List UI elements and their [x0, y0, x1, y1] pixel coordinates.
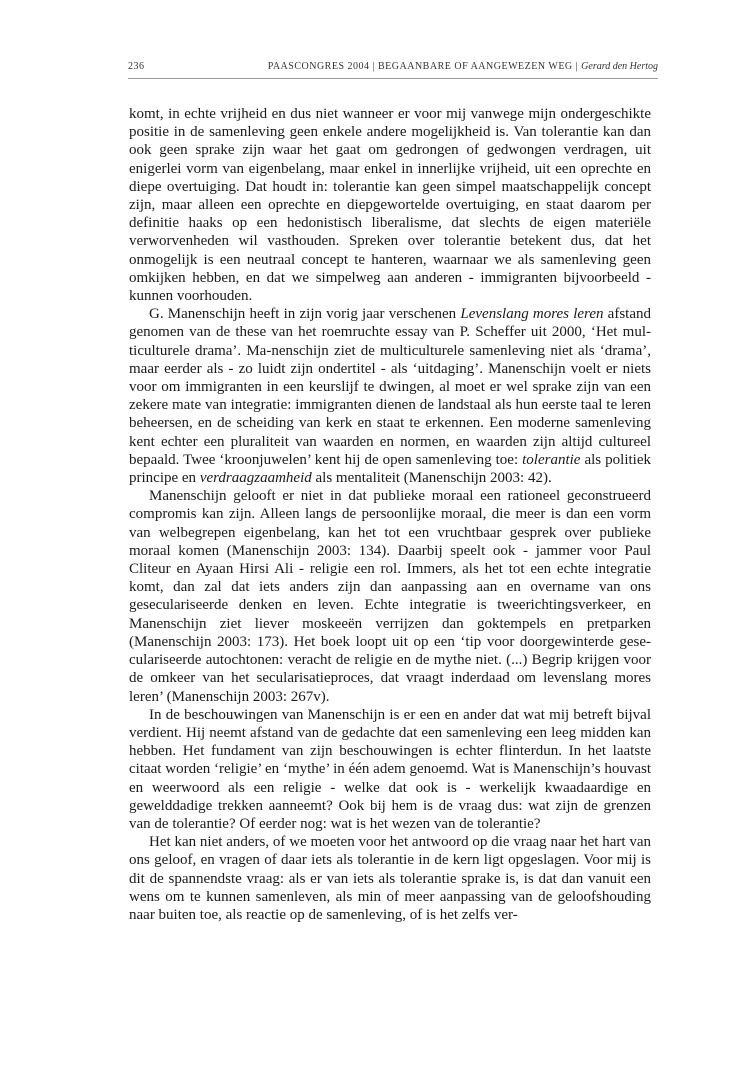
- text-run: Manenschijn gelooft er niet in dat publieke moraal een rationeel geconstrueerd compromis kan zijn. Alleen langs de persoonlijke moraal, die meer is dan een vorm van welbegrepen eigenbelang, kan het tot een vruchtbaar gesprek over publieke moraal komen (Manenschijn 2003: 134). Daarbij speelt ook - jammer voor Paul Cliteur en Ayaan Hirsi Ali - religie een rol. Immers, als het tot een echte integratie komt, dan zal dat iets anders zijn dan aanpassing aan en overname van ons geseculariseerde denken en leven. Echte integratie is tweerichtingsverkeer, en Manenschijn ziet liever moskeeën verrijzen dan goktempels en pretparken (Manenschijn 2003: 173). Het boek loopt uit op een ‘tip voor doorgewinterde geseculariseerde autochtonen: veracht de religie en de mythe niet. (...) Begrip krijgen voor de omkeer van het secularisatieproces, dat vraagt inderdaad om levenslang mores leren’ (Manenschijn 2003: 267v).: [129, 488, 651, 705]
- running-title-text: PAASCONGRES 2004 | BEGAANBARE OF AANGEWEZEN WEG |: [267, 61, 582, 72]
- author-name: Gerard den Hertog: [581, 61, 658, 72]
- body-text: [129, 105, 651, 924]
- running-title: [268, 61, 658, 72]
- header-rule: [128, 78, 658, 79]
- italic-phrase: tolerantie: [522, 451, 581, 468]
- paragraph: [129, 305, 651, 487]
- italic-phrase: Levenslang mores leren: [460, 306, 604, 323]
- text-run: als mentaliteit (Manenschijn 2003: 42).: [311, 470, 552, 487]
- text-run: In de beschouwingen van Manenschijn is er een en ander dat wat mij betreft bijval verdient. Hij neemt afstand van de gedachte dat een samenleving een leeg midden kan hebben. Het fundament van zijn beschouwingen is echter flinterdun. In het laatste citaat worden ‘religie’ en ‘mythe’ in één adem genoemd. Wat is Manenschijn’s houvast en weerwoord als een religie - welke dat ook is - werkelijk kwaadaardige en gewelddadige trekken aanneemt? Ook bij hem is de vraag dus: wat zijn de grenzen van de tolerantie? Of eerder nog: wat is het wezen van de tolerantie?: [129, 706, 651, 832]
- paragraph: [129, 487, 651, 705]
- text-run: Het kan niet anders, of we moeten voor het antwoord op die vraag naar het hart van ons geloof, en vragen of daar iets als tolerantie in de kern ligt opgeslagen. Voor mij is dit de spannendste vraag: als er van iets als tolerantie sprake is, is dat dan vanuit een wens om te kunnen samenleven, als min of meer aanpassing van de geloofshouding naar buiten toe, als reactie op de samenleving, of is het zelfs ver-: [129, 834, 651, 923]
- italic-phrase: verdraagzaamheid: [199, 470, 312, 487]
- text-run: als politiek principe en: [129, 451, 651, 487]
- paragraph: [129, 833, 651, 924]
- text-run: afstand genomen van de these van het roemruchte essay van P. Scheffer uit 2000, ‘Het multiculturele drama’. Ma-nenschijn ziet de multiculturele samenleving niet als ‘drama’, maar eerder als - zo luidt zijn ondertitel - als ‘uitdaging’. Manenschijn voelt er niets voor om immigranten in een keurslijf te dwingen, al moet er wel sprake zijn van een zekere mate van integratie: immigranten dienen de landstaal als hun eerste taal te leren beheersen, en de scheiding van kerk en staat te erkennen. Een moderne samenleving kent echter een pluraliteit van waarden en normen, en waarden zijn altijd cultureel bepaald. Twee ‘kroonjuwelen’ kent hij de open samenleving toe:: [129, 306, 651, 468]
- page-number: 236: [128, 61, 145, 72]
- text-run: komt, in echte vrijheid en dus niet wanneer er voor mij vanwege mijn ondergeschikte positie in de samenleving geen enkele andere mogelijkheid is. Van tolerantie kan dan ook geen sprake zijn waar het gaat om gedrongen of gedwongen verdragen, uit enigerlei vorm van eigenbelang, maar enkel in innerlijke vrijheid, uit een oprechte en diepe overtuiging. Dat houdt in: tolerantie kan geen simpel maatschappelijk concept zijn, maar alleen een oprechte en diepgewortelde overtuiging, en staat daarom per definitie haaks op een hedonistisch liberalisme, dat slechts de eigen materiële verworvenheden wil vasthouden. Spreken over tolerantie betekent dus, dat het onmogelijk is een neutraal concept te hanteren, waarnaar we als samenleving geen omkijken hebben, en dat we simpelweg aan anderen - immigranten bijvoorbeeld - kunnen voorhouden.: [129, 106, 651, 305]
- text-run: G. Manenschijn heeft in zijn vorig jaar verschenen: [149, 306, 461, 323]
- paragraph: [129, 706, 651, 833]
- paragraph: [129, 105, 651, 305]
